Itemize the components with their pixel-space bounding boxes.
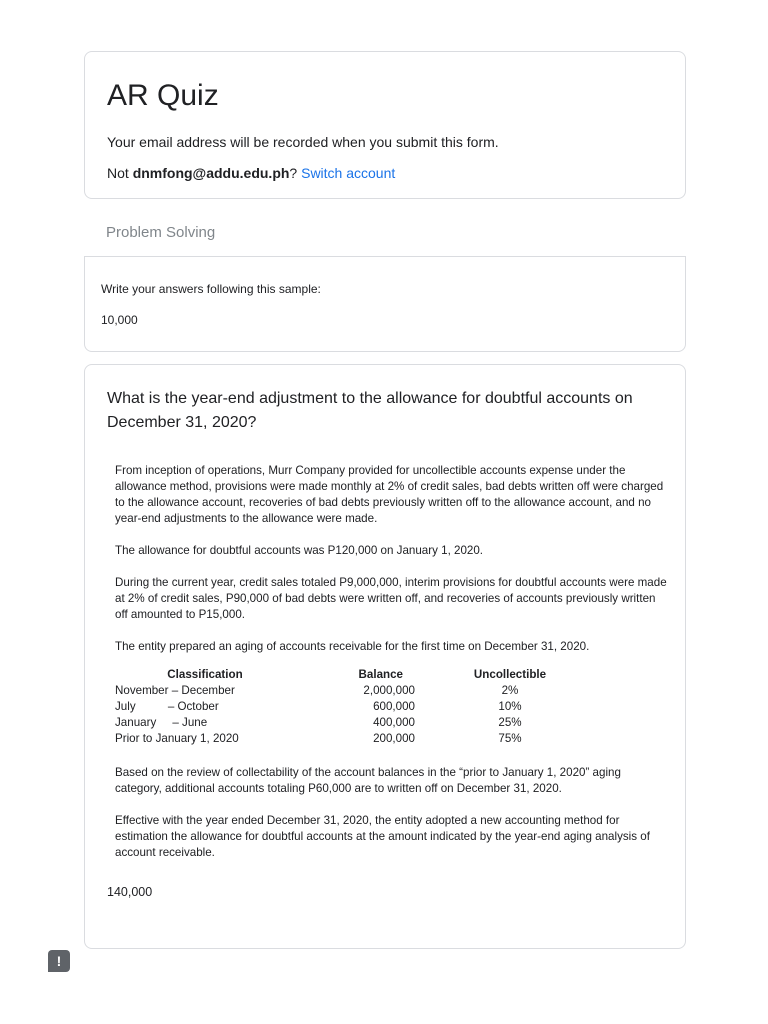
not-suffix: ? — [289, 165, 302, 181]
question-paragraph: The entity prepared an aging of accounts receivable for the first time on December 31, 2020. — [115, 640, 590, 653]
section-title: Problem Solving — [106, 224, 216, 241]
question-card — [84, 364, 686, 949]
column-header: Classification — [167, 668, 243, 681]
switch-account-link[interactable]: Switch account — [301, 165, 396, 181]
account-line — [107, 163, 663, 183]
table-row — [115, 731, 605, 747]
question-paragraph: Based on the review of collectability of the account balances in the “prior to January 1, 2020” aging category, additional accounts totaling P60,000 are to written off on December 31, 2020. — [115, 766, 621, 795]
aging-table — [115, 667, 605, 747]
question-body — [107, 463, 667, 861]
table-cell: 2% — [501, 684, 519, 697]
table-cell: Prior to January 1, 2020 — [115, 732, 239, 745]
table-header-row — [115, 667, 605, 683]
table-cell: 10% — [498, 700, 522, 713]
not-prefix: Not — [107, 165, 133, 181]
table-cell: 2,000,000 — [363, 684, 415, 697]
section-description-card — [84, 256, 686, 352]
answer-text: 140,000 — [107, 885, 153, 899]
question-paragraph: Effective with the year ended December 31, 2020, the entity adopted a new accounting method for estimation the allowance for doubtful accounts at the amount indicated by the year-end aging analysis of account receivable. — [115, 814, 650, 859]
table-cell: January – June — [115, 716, 208, 729]
report-abuse-icon[interactable]: ! — [48, 950, 70, 972]
column-header: Uncollectible — [473, 668, 547, 681]
question-paragraph: The allowance for doubtful accounts was P120,000 on January 1, 2020. — [115, 544, 484, 557]
table-row — [115, 683, 605, 699]
table-cell: November – December — [115, 684, 235, 697]
question-title: What is the year-end adjustment to the allowance for doubtful accounts on December 31, 2020? — [107, 390, 633, 431]
form-title: AR Quiz — [107, 79, 219, 112]
form-header-card — [84, 51, 686, 199]
table-cell: July – October — [115, 700, 219, 713]
section-instruction: Write your answers following this sample: — [101, 282, 321, 296]
table-row — [115, 715, 605, 731]
question-paragraph: From inception of operations, Murr Company provided for uncollectible accounts expense under the allowance method, provisions were made monthly at 2% of credit sales, bad debts written off were charged to the allowance account, recoveries of bad debts previously written off to the allowance account, and no year-end adjustments to the allowance were made. — [115, 464, 664, 525]
email-recording-note: Your email address will be recorded when you submit this form. — [107, 134, 499, 150]
question-paragraph: During the current year, credit sales totaled P9,000,000, interim provisions for doubtful accounts were made at 2% of credit sales, P90,000 of bad debts were written off, and recoveries of accounts previously written off amounted to P15,000. — [115, 576, 667, 621]
table-cell: 600,000 — [373, 700, 415, 713]
table-cell: 200,000 — [373, 732, 415, 745]
table-cell: 25% — [498, 716, 522, 729]
table-cell: 75% — [498, 732, 522, 745]
user-email: dnmfong@addu.edu.ph — [132, 165, 290, 181]
column-header: Balance — [358, 668, 403, 681]
table-cell: 400,000 — [373, 716, 415, 729]
section-sample: 10,000 — [101, 313, 138, 327]
table-row — [115, 699, 605, 715]
